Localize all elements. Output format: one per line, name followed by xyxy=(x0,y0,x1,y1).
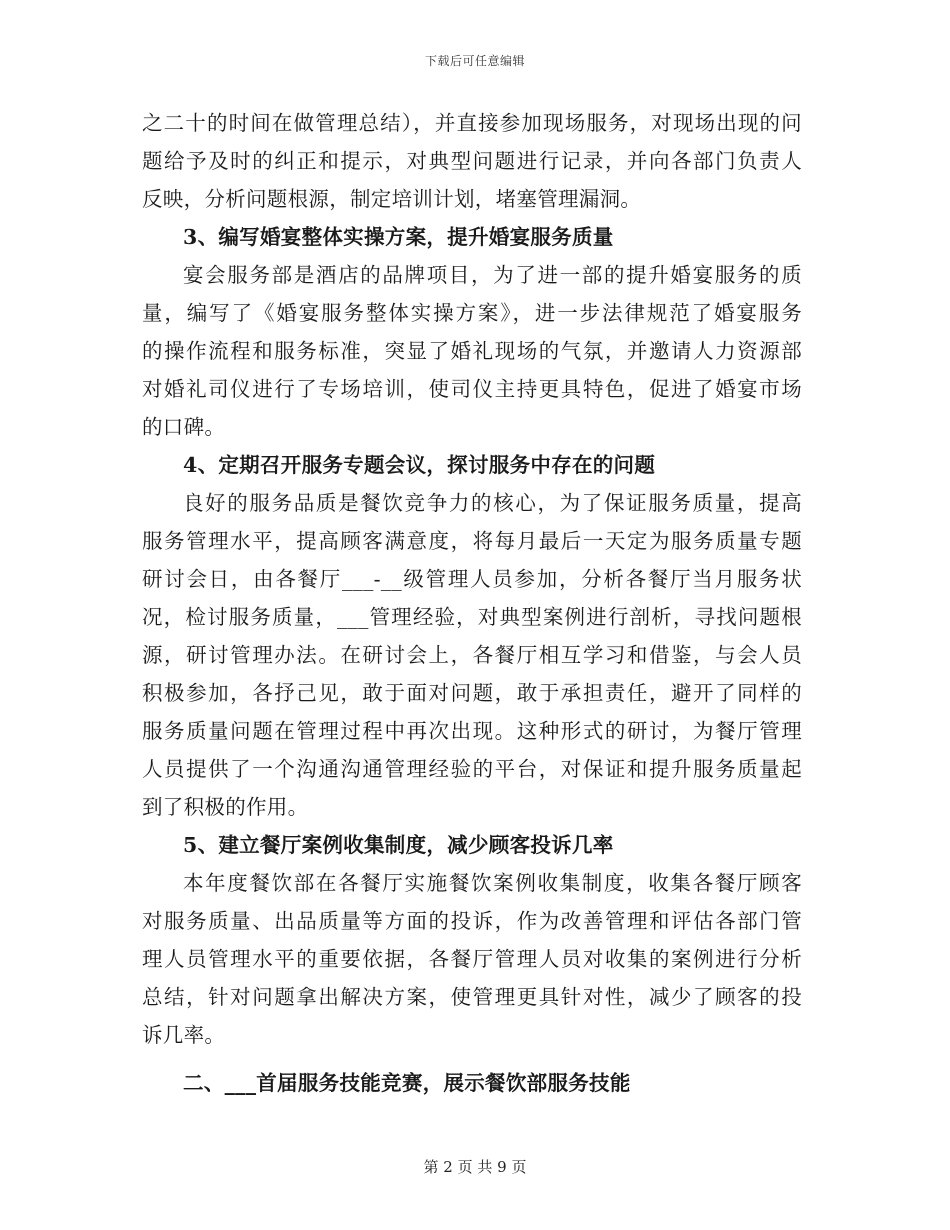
section-heading-5: 5、建立餐厅案例收集制度，减少顾客投诉几率 xyxy=(183,833,614,857)
paragraph-line: 本年度餐饮部在各餐厅实施餐饮案例收集制度，收集各餐厅顾客 xyxy=(183,871,802,895)
paragraph-line: 理人员管理水平的重要依据，各餐厅管理人员对收集的案例进行分析 xyxy=(142,947,802,971)
paragraph-line: 反映，分析问题根源，制定培训计划，堵塞管理漏洞。 xyxy=(142,187,642,211)
paragraph-line: 之二十的时间在做管理总结），并直接参加现场服务，对现场出现的问 xyxy=(142,111,802,135)
paragraph-line: 总结，针对问题拿出解决方案，使管理更具针对性，减少了顾客的投 xyxy=(142,985,802,1009)
paragraph-line: 对服务质量、出品质量等方面的投诉，作为改善管理和评估各部门管 xyxy=(142,909,802,933)
paragraph-line: 源，研讨管理办法。在研讨会上，各餐厅相互学习和借鉴，与会人员 xyxy=(142,643,802,667)
paragraph-line: 良好的服务品质是餐饮竞争力的核心，为了保证服务质量，提高 xyxy=(183,491,802,515)
paragraph-line: 服务质量问题在管理过程中再次出现。这种形式的研讨，为餐厅管理 xyxy=(142,719,802,743)
section-heading-4: 4、定期召开服务专题会议，探讨服务中存在的问题 xyxy=(183,453,656,477)
paragraph-line: 到了积极的作用。 xyxy=(142,795,309,819)
page-number: 第 2 页 共 9 页 xyxy=(423,1158,527,1176)
paragraph-line: 对婚礼司仪进行了专场培训，使司仪主持更具特色，促进了婚宴市场 xyxy=(142,377,802,401)
paragraph-line: 况，检讨服务质量，___管理经验，对典型案例进行剖析，寻找问题根 xyxy=(142,605,802,629)
paragraph-line: 的操作流程和服务标准，突显了婚礼现场的气氛，并邀请人力资源部 xyxy=(142,339,802,363)
paragraph-line: 量，编写了《婚宴服务整体实操方案》，进一步法律规范了婚宴服务 xyxy=(142,301,802,325)
section-heading-2: 二、___首届服务技能竞赛，展示餐饮部服务技能 xyxy=(183,1071,631,1095)
paragraph-line: 诉几率。 xyxy=(142,1023,226,1047)
paragraph-line: 的口碑。 xyxy=(142,415,226,439)
page-header: 下载后可任意编辑 xyxy=(424,54,525,68)
paragraph-line: 研讨会日，由各餐厅___-__级管理人员参加，分析各餐厅当月服务状 xyxy=(142,567,802,591)
paragraph-line: 宴会服务部是酒店的品牌项目，为了进一部的提升婚宴服务的质 xyxy=(183,263,802,287)
paragraph-line: 服务管理水平，提高顾客满意度，将每月最后一天定为服务质量专题 xyxy=(142,529,802,553)
paragraph-line: 积极参加，各抒己见，敢于面对问题，敢于承担责任，避开了同样的 xyxy=(142,681,802,705)
paragraph-line: 人员提供了一个沟通沟通管理经验的平台，对保证和提升服务质量起 xyxy=(142,757,802,781)
document-body xyxy=(142,104,802,1102)
paragraph-line: 题给予及时的纠正和提示，对典型问题进行记录，并向各部门负责人 xyxy=(142,149,802,173)
section-heading-3: 3、编写婚宴整体实操方案，提升婚宴服务质量 xyxy=(183,225,614,249)
